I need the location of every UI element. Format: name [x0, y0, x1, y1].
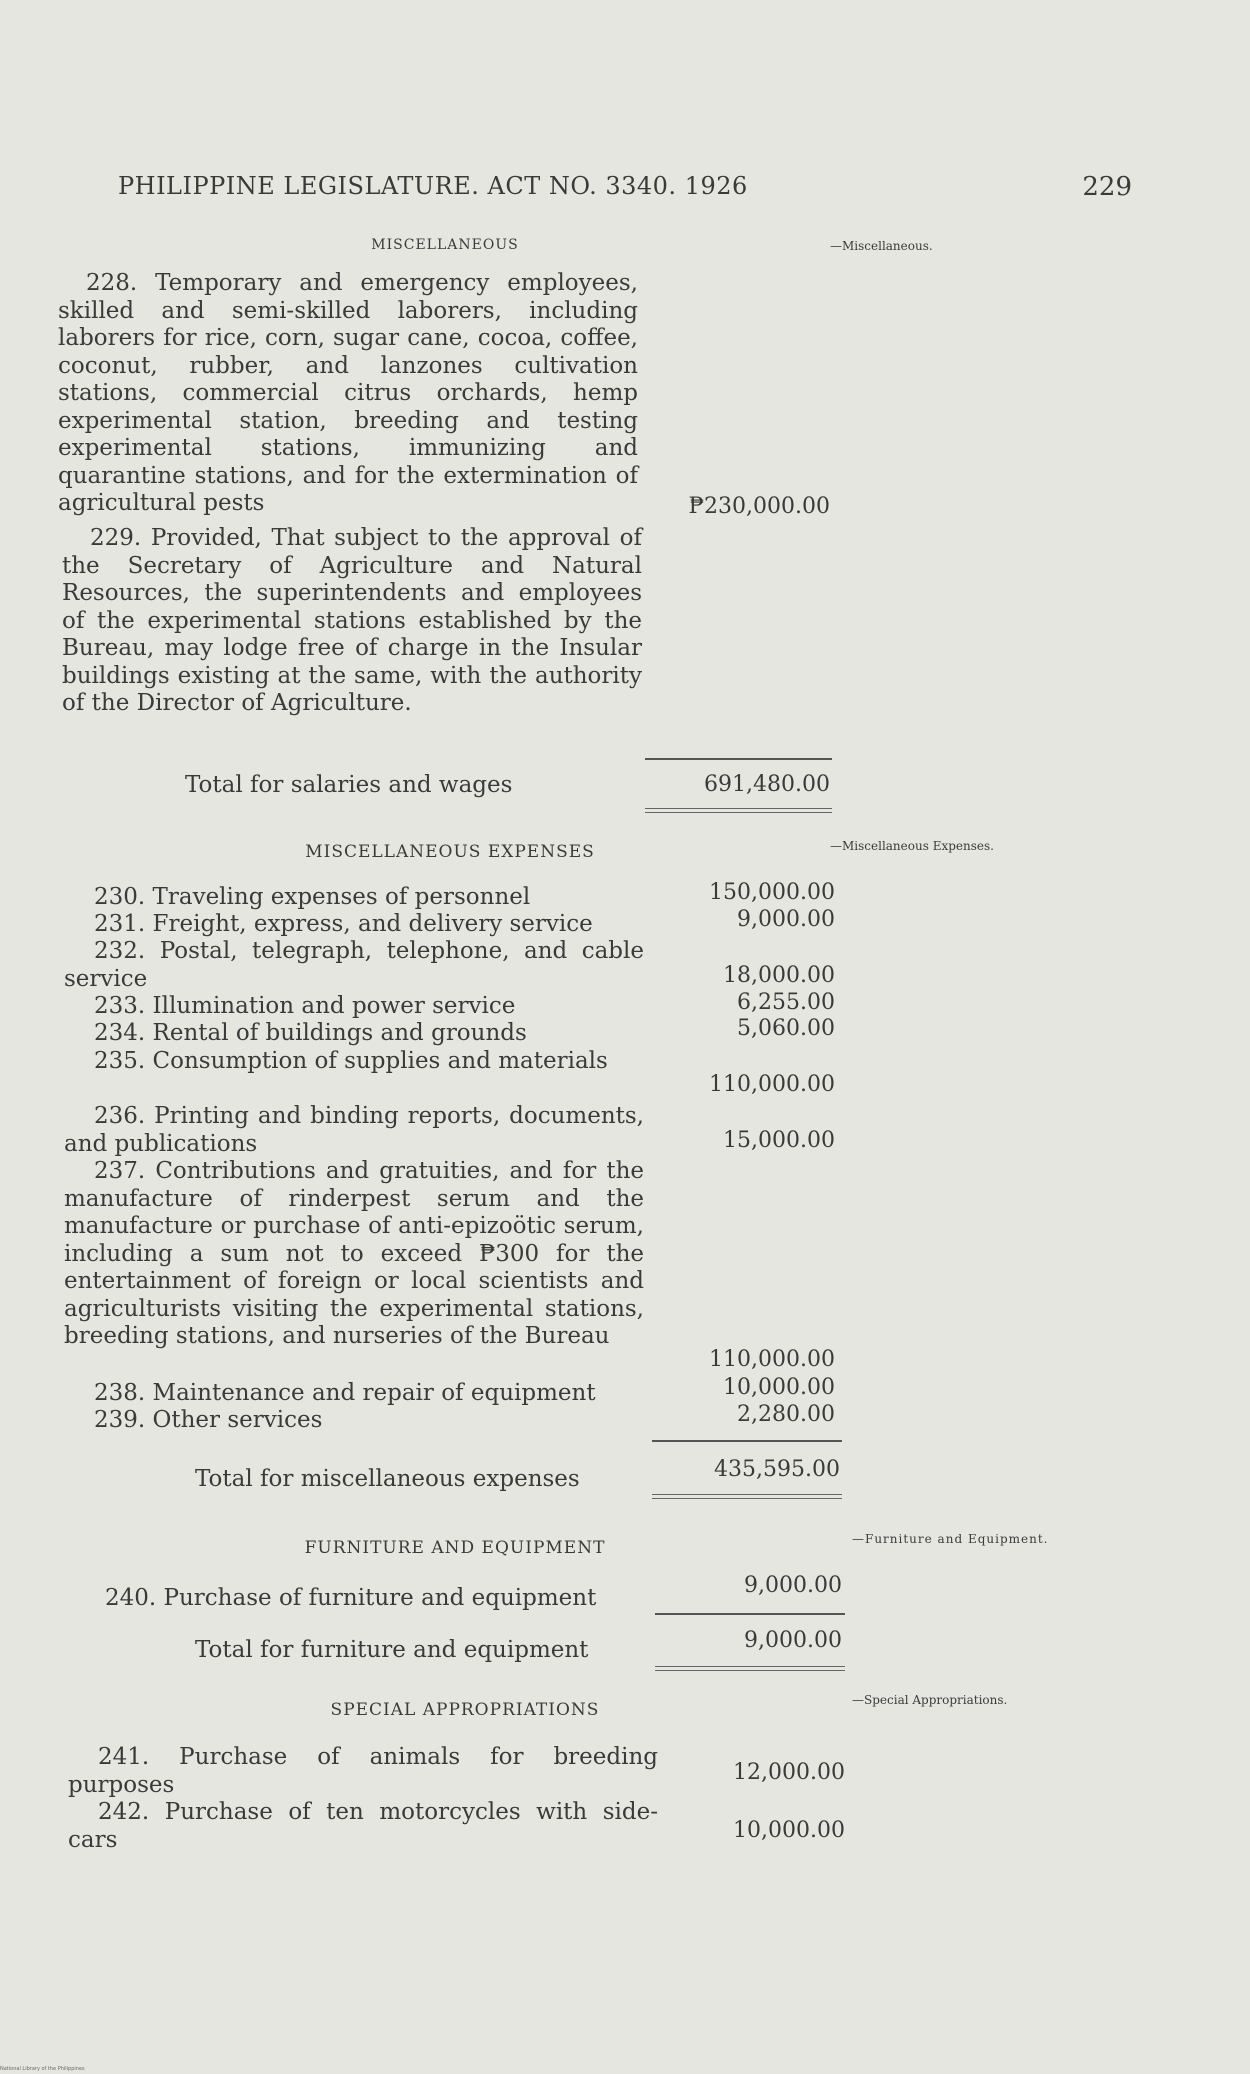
expense-item: 238. Maintenance and repair of equipment [94, 1380, 596, 1406]
margin-note-misc-expenses: —Miscellaneous Expenses. [830, 839, 994, 853]
total-salaries-label: Total for salaries and wages [185, 772, 513, 798]
special-item-amount: 12,000.00 [733, 1760, 845, 1785]
margin-note-furniture: —Furniture and Equipment. [852, 1532, 1049, 1546]
furniture-item-amount: 9,000.00 [744, 1573, 842, 1598]
expense-item: 237. Contributions and gratuities, and for the manufacture of rinderpest serum and the manufacture or purchase of anti-epizoötic serum, including a sum not to exceed ₱300 for the entertainment of foreign or local scientists and agriculturists visiting the experimental stations, breeding stations, and nurseries of the Bureau [64, 1158, 644, 1349]
expense-item: 234. Rental of buildings and grounds [94, 1020, 527, 1046]
section-title-furniture: FURNITURE AND EQUIPMENT [304, 1538, 606, 1558]
special-item-amount: 10,000.00 [733, 1818, 845, 1843]
section-title-miscellaneous: MISCELLANEOUS [371, 237, 519, 253]
expense-amount: 15,000.00 [723, 1128, 835, 1153]
expense-item: 233. Illumination and power service [94, 993, 516, 1019]
expense-item: 235. Consumption of supplies and materials [94, 1048, 608, 1074]
expense-item: 231. Freight, express, and delivery service [94, 911, 593, 937]
item-229: 229. Provided, That subject to the approval of the Secretary of Agriculture and Natural Resources, the superintendents and employees of the experimental stations established by the Bureau, may lodge free of charge in the Insular buildings existing at the same, with the authority of the Director of Agriculture. [62, 525, 642, 716]
double-rule [655, 1666, 845, 1671]
margin-note-special: —Special Appropriations. [852, 1693, 1008, 1707]
footer-credit: National Library of the Philippines [0, 2066, 85, 2072]
item-228: 228. Temporary and emergency employees, skilled and semi-skilled laborers, including laborers for rice, corn, sugar cane, cocoa, coffee, coconut, rubber, and lanzones cultivation stations, commercial citrus orchards, hemp experimental station, breeding and testing experimental stations, immunizing and quarantine stations, and for the extermination of agricultural pests [58, 270, 638, 516]
rule [652, 1440, 842, 1442]
expense-amount: 10,000.00 [723, 1375, 835, 1400]
total-furniture-amount: 9,000.00 [744, 1628, 842, 1653]
total-furniture-label: Total for furniture and equipment [195, 1637, 589, 1663]
total-salaries-amount: 691,480.00 [704, 772, 830, 797]
margin-note-miscellaneous: —Miscellaneous. [830, 239, 933, 253]
running-title: PHILIPPINE LEGISLATURE. ACT NO. 3340. 1926 [118, 172, 748, 200]
section-title-special: SPECIAL APPROPRIATIONS [330, 1700, 600, 1720]
section-title-misc-expenses: MISCELLANEOUS EXPENSES [305, 842, 595, 862]
double-rule [645, 808, 832, 813]
expense-item: 236. Printing and binding reports, documents, and publications [64, 1103, 644, 1157]
rule [655, 1613, 845, 1615]
expense-amount: 2,280.00 [737, 1402, 835, 1427]
expense-item: 232. Postal, telegraph, telephone, and cable service [64, 938, 644, 992]
expense-amount: 6,255.00 [737, 990, 835, 1015]
expense-item: 239. Other services [94, 1407, 323, 1433]
expense-amount: 9,000.00 [737, 907, 835, 932]
double-rule [652, 1494, 842, 1499]
rule [645, 758, 832, 760]
expense-amount: 150,000.00 [709, 880, 835, 905]
total-misc-expenses-label: Total for miscellaneous expenses [195, 1466, 580, 1492]
furniture-item: 240. Purchase of furniture and equipment [105, 1585, 597, 1611]
page-number: 229 [1082, 172, 1132, 202]
expense-amount: 18,000.00 [723, 963, 835, 988]
special-item: 242. Purchase of ten motorcycles with side-cars [68, 1799, 658, 1853]
expense-amount: 110,000.00 [709, 1347, 835, 1372]
expense-item: 230. Traveling expenses of personnel [94, 884, 531, 910]
special-item: 241. Purchase of animals for breeding purposes [68, 1744, 658, 1798]
item-228-amount: ₱230,000.00 [688, 494, 830, 519]
total-misc-expenses-amount: 435,595.00 [714, 1457, 840, 1482]
expense-amount: 110,000.00 [709, 1072, 835, 1097]
expense-amount: 5,060.00 [737, 1016, 835, 1041]
